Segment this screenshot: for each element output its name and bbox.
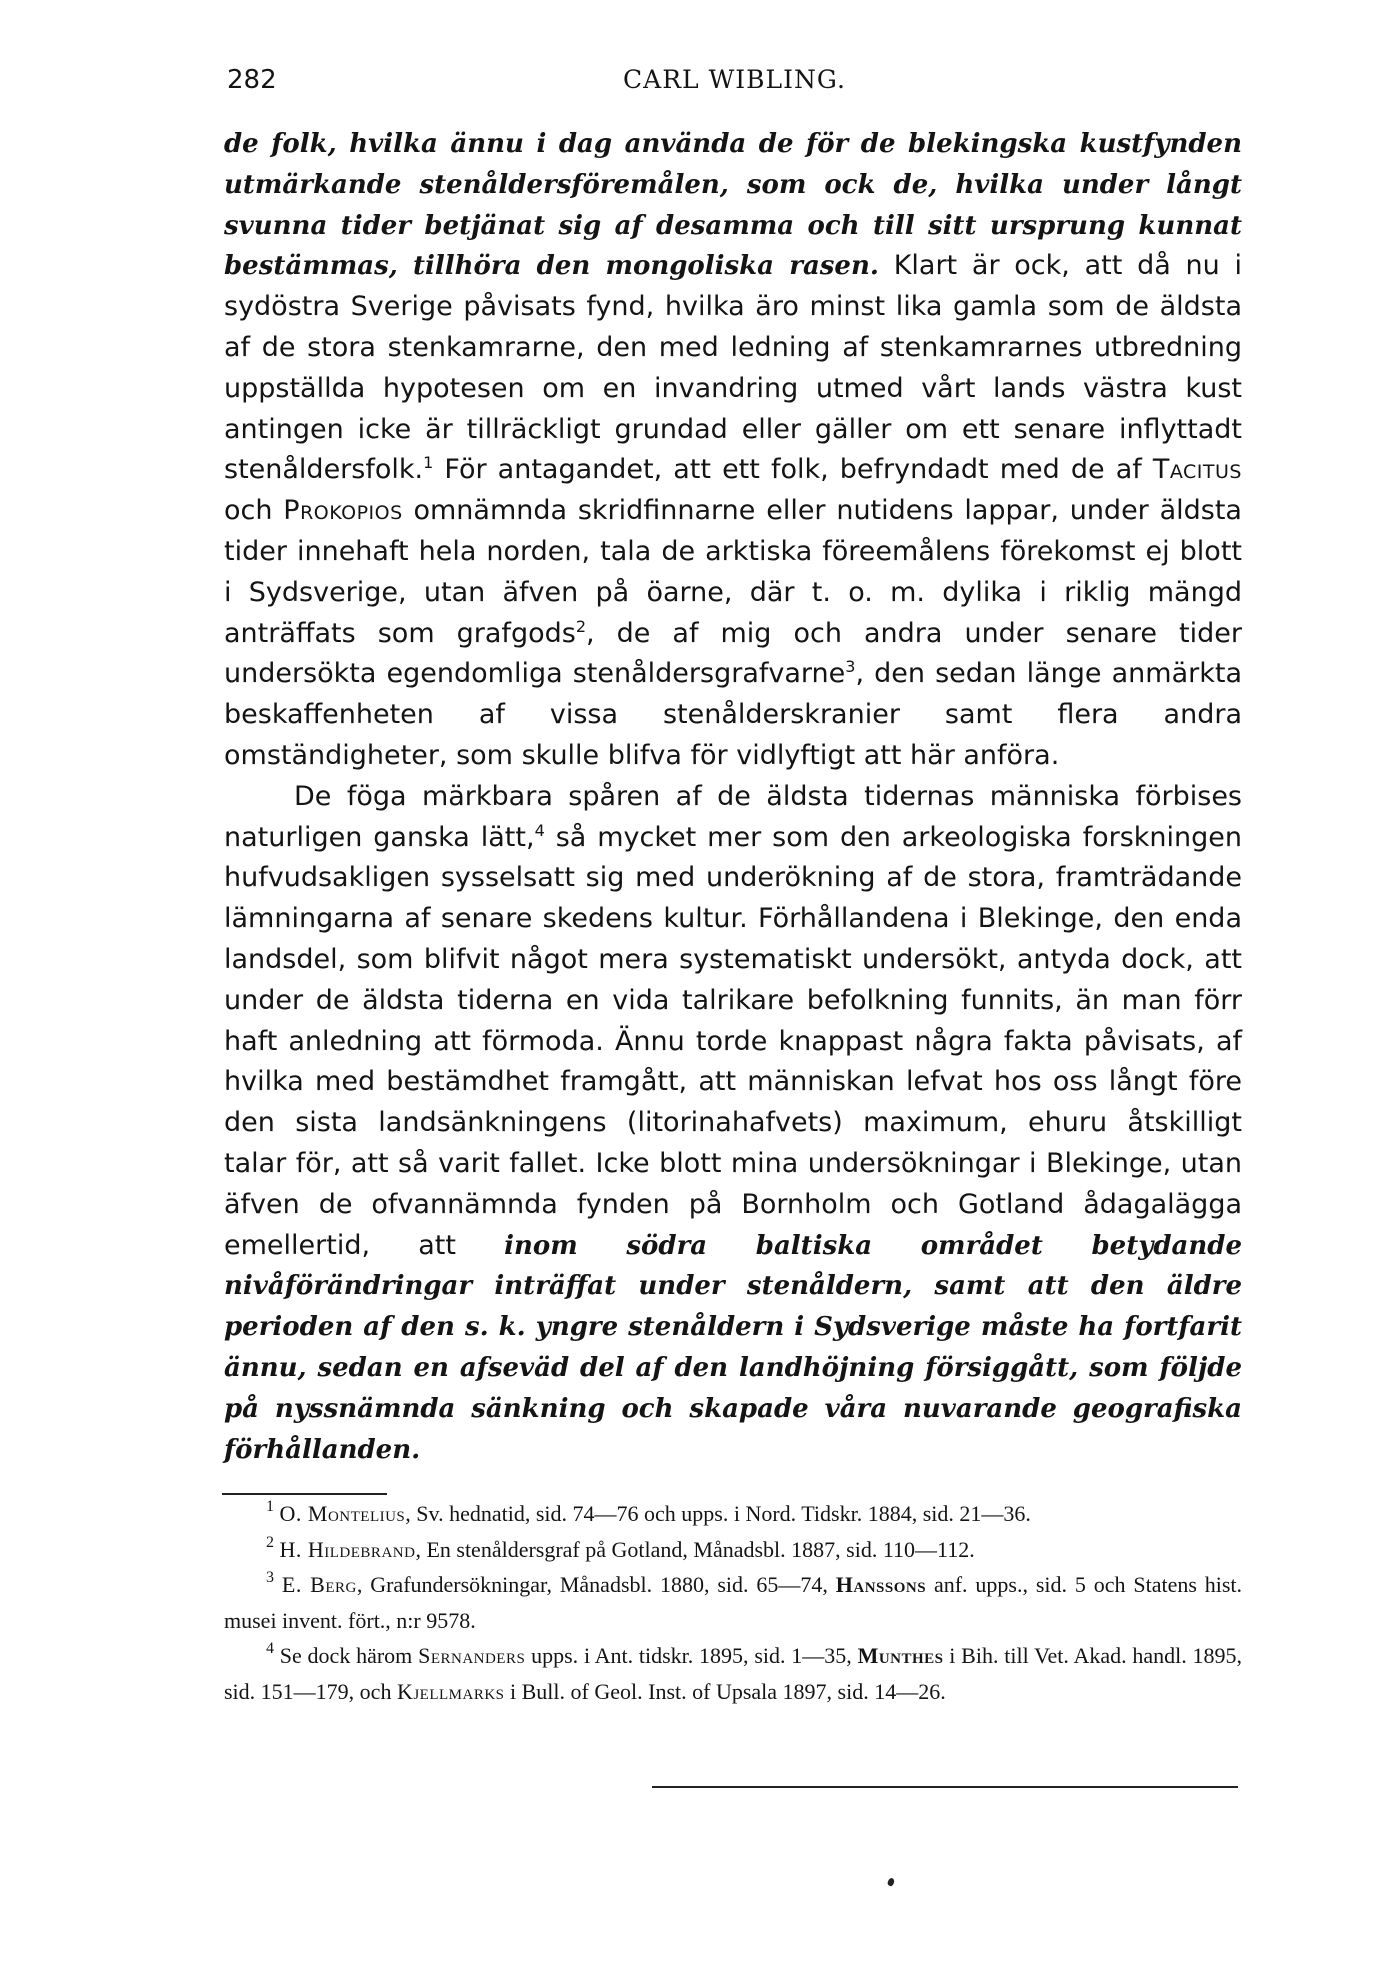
footnote-ref-1: 1	[423, 453, 434, 473]
text-run: För antagandet, att ett folk, befryndadt med de af	[444, 454, 1142, 486]
footnote-author: Hanssons	[835, 1572, 927, 1597]
italic-passage: inom södra baltiska området betydande nivåförändringar inträffat under stenåldern, samt att den äldre perioden af den s. k. yngre stenåldern i Sydsverige måste ha fortfarit ännu, sedan en afseväd del af den landhöjning försiggått, som följde på nyssnämnda sänkning och skapade våra nuvarande geografiska förhållanden.	[224, 1230, 1242, 1465]
text-run: De föga märkbara spåren af de äldsta tidernas människa förbises naturligen ganska lätt,	[224, 780, 1242, 853]
footnote-separator	[222, 1493, 387, 1495]
footnote-author: O. Montelius	[279, 1501, 406, 1526]
footnote-author: E. Berg	[281, 1572, 357, 1597]
text-run: Klart är ock, att då nu i sydöstra Sverige påvisats fynd, hvilka äro minst lika gamla som de äldsta af de stora stenkamrarne, den med ledning af stenkamrarnes utbredning uppställda hypotesen om en invandring utmed vårt lands västra kust antingen icke är tillräckligt grundad eller gäller om ett senare inflyttadt stenåldersfolk.	[224, 250, 1243, 486]
footnote-text: anf. upps., sid. 5 och Statens hist. musei invent. fört., n:r 9578.	[224, 1572, 1243, 1633]
footnote-2	[224, 1532, 1242, 1568]
author-tacitus: Tacitus	[1152, 454, 1242, 486]
footnote-ref-3: 3	[845, 657, 856, 677]
footnote-author: Munthes	[857, 1643, 944, 1668]
text-run: , den sedan länge anmärkta beskaffenheten af vissa stenålderskranier samt flera andra omständigheter, som skulle blifva för vidlyftigt att här anföra.	[224, 658, 1243, 771]
ink-speck	[887, 1877, 895, 1887]
footnote-4	[224, 1638, 1242, 1709]
footnote-1	[224, 1496, 1242, 1532]
footnote-text: , Grafundersökningar, Månadsbl. 1880, sid. 65—74,	[356, 1572, 828, 1597]
footnote-mark: 2	[266, 1533, 274, 1551]
footnote-mark: 3	[266, 1569, 274, 1586]
footnote-author: H. Hildebrand	[279, 1536, 416, 1562]
footnote-text: i Bih. till Vet. Akad. handl. 1895, sid. 151—179, och	[224, 1643, 1243, 1704]
text-run: och	[224, 495, 273, 527]
footnote-text: Se dock härom	[279, 1643, 413, 1668]
paragraph-1	[224, 124, 1242, 777]
footnote-mark: 1	[266, 1498, 274, 1515]
italic-passage: de folk, hvilka ännu i dag använda de för de blekingska kustfynden utmärkande stenåldersföremålen, som ock de, hvilka under långt svunna tider betjänat sig af desamma och till sitt ursprung kunnat bestämmas, tillhöra den mongoliska rasen.	[224, 129, 1242, 282]
text-run: , de af mig och andra under senare tider undersökta egendomliga stenåldersgrafvarne	[224, 617, 1242, 690]
footnote-text: upps. i Ant. tidskr. 1895, sid. 1—35,	[531, 1643, 852, 1668]
footnote-text: , En stenåldersgraf på Gotland, Månadsbl. 1887, sid. 110—112.	[415, 1536, 975, 1562]
text-run: så mycket mer som den arkeologiska forskningen hufvudsakligen sysselsatt sig med underökning af de stora, framträdande lämningarna af senare skedens kultur. Förhållandena i Blekinge, den enda landsdel, som blifvit något mera systematiskt undersökt, antyda dock, att under de äldsta tiderna en vida talrikare befolkning funnits, än man förr haft anledning att förmoda. Ännu torde knappast några fakta påvisats, af hvilka med bestämdhet framgått, att människan lefvat hos oss långt före den sista landsänkningens (litorinahafvets) maximum, ehuru åtskilligt talar för, att så varit fallet. Icke blott mina undersökningar i Blekinge, utan äfven de ofvannämnda fynden på Bornholm och Gotland ådagalägga emellertid, att	[224, 821, 1242, 1261]
author-prokopios: Prokopios	[283, 495, 403, 527]
page-header	[227, 62, 1242, 98]
page-number: 282	[227, 65, 277, 95]
footnote-text: i Bull. of Geol. Inst. of Upsala 1897, sid. 14—26.	[510, 1678, 946, 1704]
footnote-ref-2: 2	[575, 616, 586, 636]
end-rule	[652, 1786, 1238, 1788]
footnote-author: Sernanders	[418, 1643, 526, 1668]
footnotes	[224, 1496, 1242, 1709]
paragraph-2	[224, 777, 1242, 1471]
footnote-3	[224, 1567, 1242, 1638]
footnote-text: , Sv. hednatid, sid. 74—76 och upps. i Nord. Tidskr. 1884, sid. 21—36.	[405, 1501, 1031, 1526]
main-text	[224, 124, 1242, 1470]
footnote-mark: 4	[266, 1640, 274, 1657]
running-title: CARL WIBLING.	[623, 65, 846, 94]
footnote-author: Kjellmarks	[396, 1678, 505, 1704]
footnote-ref-4: 4	[534, 820, 545, 840]
text-run: omnämnda skridfinnarne eller nutidens lappar, under äldsta tider innehaft hela norden, tala de arktiska föreemålens förekomst ej blott i Sydsverige, utan äfven på öarne, där t. o. m. dylika i riklig mängd anträffats som grafgods	[224, 495, 1242, 649]
